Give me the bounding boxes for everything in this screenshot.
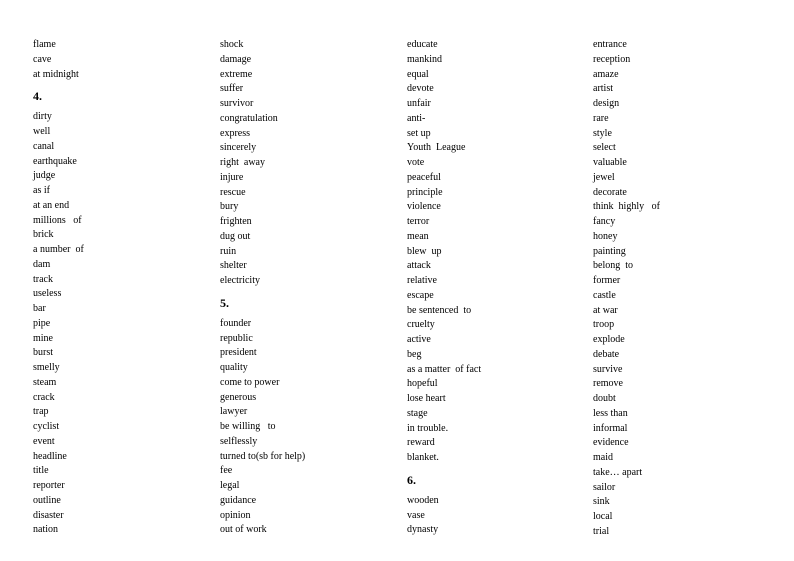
vocab-entry: anti-: [407, 112, 426, 124]
vocab-entry: cave: [33, 53, 52, 65]
vocab-entry: honey: [593, 230, 618, 242]
vocab-entry: crack: [33, 391, 55, 403]
vocab-entry: headline: [33, 450, 67, 462]
vocab-entry: jewel: [593, 171, 615, 183]
vocab-entry: doubt: [593, 393, 616, 404]
vocab-entry: shelter: [220, 260, 247, 272]
vocab-entry: brick: [33, 229, 54, 241]
vocab-entry: earthquake: [33, 155, 77, 167]
vocab-entry: escape: [407, 289, 434, 301]
vocab-entry: entrance: [593, 39, 627, 50]
vocab-entry: be sentenced to: [407, 304, 472, 316]
vocab-entry: dam: [33, 258, 51, 270]
vocab-entry: decorate: [593, 186, 627, 198]
vocab-entry: blanket.: [407, 452, 439, 463]
vocab-entry: injure: [220, 171, 244, 183]
vocab-entry: design: [593, 98, 620, 109]
vocab-entry: smelly: [33, 362, 60, 373]
vocab-entry: hopeful: [407, 378, 438, 390]
vocab-entry: mean: [407, 230, 429, 242]
vocab-entry: useless: [33, 288, 62, 300]
vocab-entry: mankind: [407, 53, 442, 65]
vocab-entry: principle: [407, 186, 443, 198]
vocab-entry: a number of: [33, 244, 84, 255]
vocab-entry: out of work: [220, 524, 267, 536]
vocab-entry: Youth League: [407, 142, 466, 154]
vocab-entry: canal: [33, 140, 55, 152]
vocab-entry: well: [33, 126, 51, 137]
vocab-entry: set up: [407, 127, 431, 139]
vocab-entry: outline: [33, 494, 61, 506]
vocab-column-1: [33, 38, 203, 538]
vocab-entry: express: [220, 127, 250, 139]
vocab-entry: reception: [593, 53, 631, 65]
vocab-entry: right away: [220, 157, 265, 168]
vocab-column-3: [407, 38, 577, 538]
vocab-entry: evidence: [593, 437, 629, 449]
vocab-entry: founder: [220, 317, 252, 329]
vocab-entry: explode: [593, 334, 625, 345]
vocab-entry: extreme: [220, 68, 253, 80]
vocab-entry: unfair: [407, 98, 431, 109]
vocab-entry: at war: [593, 304, 618, 316]
vocab-entry: bury: [220, 201, 239, 213]
vocab-entry: damage: [220, 53, 252, 65]
vocab-entry: dynasty: [407, 524, 439, 536]
vocab-entry: stage: [407, 407, 428, 419]
vocab-entry: castle: [593, 289, 616, 301]
vocab-entry: educate: [407, 39, 438, 50]
vocab-entry: sailor: [593, 481, 616, 493]
vocab-entry: remove: [593, 378, 623, 390]
vocab-entry: artist: [593, 83, 613, 95]
vocab-entry: at an end: [33, 199, 70, 211]
vocab-entry: survive: [593, 363, 623, 375]
vocab-entry: wooden: [407, 494, 439, 506]
vocab-entry: suffer: [220, 83, 244, 95]
vocab-entry: take… apart: [593, 466, 643, 478]
vocab-entry: equal: [407, 68, 429, 80]
vocab-entry: title: [33, 465, 49, 477]
vocab-entry: think highly of: [593, 201, 660, 213]
vocab-entry: burst: [33, 347, 53, 359]
vocab-entry: millions of: [33, 214, 82, 226]
vocab-entry: debate: [593, 348, 620, 360]
vocab-column-2: [220, 38, 390, 538]
vocab-entry: local: [593, 511, 613, 522]
vocab-entry: cruelty: [407, 319, 435, 331]
vocab-entry: belong to: [593, 260, 633, 272]
vocab-entry: attack: [407, 260, 431, 272]
vocab-entry: legal: [220, 480, 240, 491]
vocab-entry: selflessly: [220, 435, 258, 447]
vocab-entry: turned to(sb for help): [220, 450, 306, 462]
vocab-entry: reward: [407, 437, 435, 449]
vocab-entry: sincerely: [220, 142, 257, 154]
vocab-entry: come to power: [220, 376, 280, 388]
section-heading: 4.: [33, 89, 42, 104]
section-heading: 5.: [220, 295, 229, 310]
vocab-entry: blew up: [407, 245, 442, 257]
vocab-entry: terror: [407, 216, 430, 227]
vocab-entry: trap: [33, 406, 49, 418]
vocab-entry: maid: [593, 452, 613, 463]
vocab-entry: active: [407, 334, 431, 345]
vocab-entry: steam: [33, 376, 57, 388]
vocab-entry: select: [593, 142, 616, 154]
vocab-entry: mine: [33, 332, 53, 344]
vocab-entry: event: [33, 435, 55, 447]
vocab-column-4: [593, 38, 763, 540]
vocab-entry: nation: [33, 524, 58, 536]
vocab-entry: troop: [593, 319, 615, 331]
vocab-entry: flame: [33, 39, 56, 50]
vocab-entry: as a matter of fact: [407, 363, 482, 375]
vocab-entry: vase: [407, 509, 425, 521]
vocab-entry: amaze: [593, 68, 619, 80]
vocab-entry: vote: [407, 157, 425, 168]
vocab-entry: trial: [593, 525, 610, 537]
vocab-entry: violence: [407, 201, 441, 213]
vocab-entry: judge: [33, 170, 56, 182]
vocab-entry: dirty: [33, 111, 52, 123]
vocab-entry: relative: [407, 275, 437, 286]
vocab-entry: ruin: [220, 245, 237, 257]
vocab-entry: bar: [33, 303, 46, 314]
vocab-entry: less than: [593, 407, 628, 419]
vocab-entry: fancy: [593, 216, 616, 227]
vocab-entry: guidance: [220, 494, 257, 506]
vocab-entry: congratulation: [220, 112, 278, 124]
vocab-entry: beg: [407, 348, 422, 360]
vocab-entry: lose heart: [407, 393, 446, 404]
vocab-entry: president: [220, 347, 257, 359]
vocab-entry: fee: [220, 465, 233, 477]
vocab-entry: generous: [220, 391, 257, 403]
vocab-entry: rare: [593, 112, 609, 124]
vocab-entry: track: [33, 273, 53, 285]
vocab-entry: informal: [593, 422, 628, 434]
vocab-entry: sink: [593, 496, 610, 508]
vocab-entry: disaster: [33, 509, 64, 521]
vocab-entry: frighten: [220, 216, 252, 227]
vocab-entry: valuable: [593, 157, 627, 168]
vocab-entry: opinion: [220, 509, 251, 521]
vocab-entry: republic: [220, 332, 253, 344]
vocab-entry: painting: [593, 245, 626, 257]
vocab-entry: dug out: [220, 230, 251, 242]
vocab-entry: in trouble.: [407, 422, 449, 434]
vocab-entry: former: [593, 275, 621, 286]
vocab-entry: style: [593, 127, 612, 139]
vocab-entry: rescue: [220, 186, 246, 198]
vocab-entry: be willing to: [220, 421, 276, 432]
vocab-entry: cyclist: [33, 421, 60, 432]
vocab-entry: pipe: [33, 317, 51, 329]
vocab-entry: shock: [220, 39, 244, 50]
vocab-entry: survivor: [220, 98, 254, 109]
vocab-entry: peaceful: [407, 171, 441, 183]
vocab-entry: as if: [33, 185, 50, 196]
vocab-entry: electricity: [220, 275, 260, 286]
vocab-entry: reporter: [33, 480, 65, 491]
section-heading: 6.: [407, 472, 416, 487]
vocab-entry: devote: [407, 83, 434, 95]
vocab-entry: quality: [220, 362, 248, 373]
vocab-entry: lawyer: [220, 406, 248, 418]
vocab-entry: at midnight: [33, 68, 79, 80]
